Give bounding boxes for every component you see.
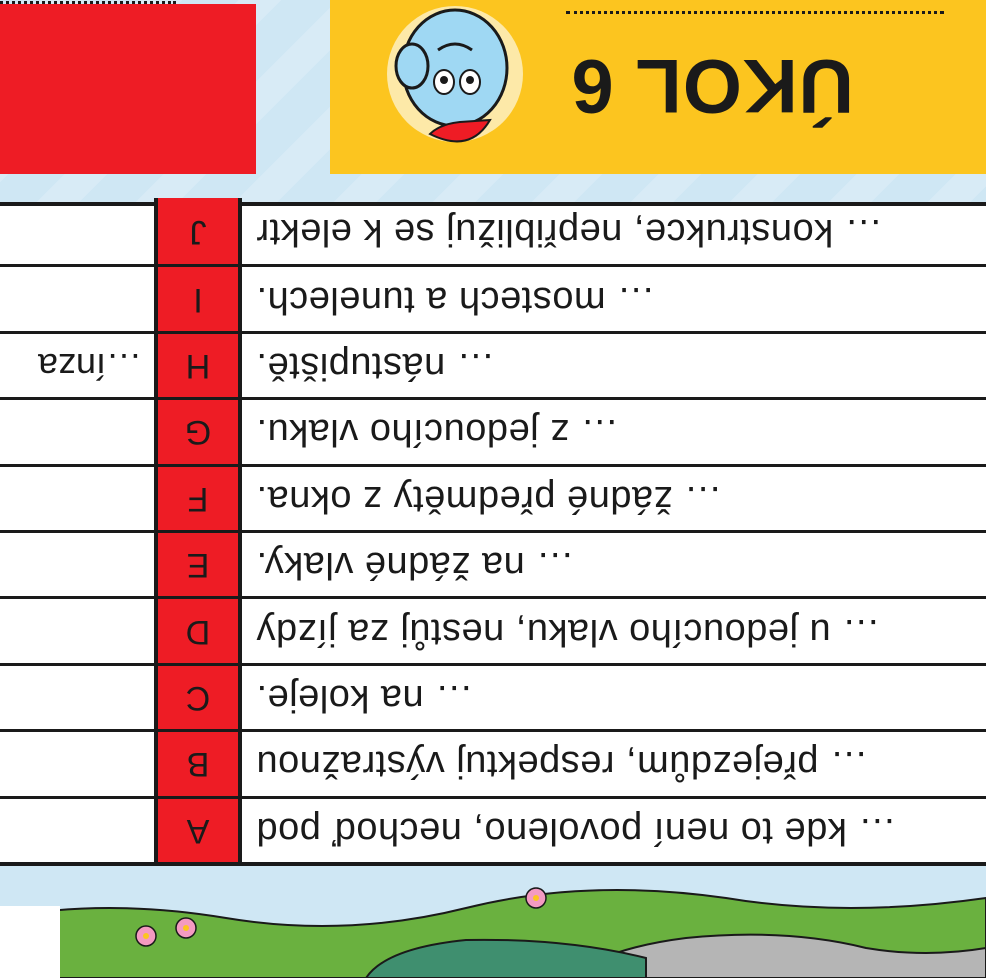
- red-panel: [0, 4, 256, 174]
- row-statement: … z jedoucího vlaku.: [256, 411, 619, 454]
- row-statement: … žádné předměty z okna.: [256, 477, 723, 520]
- table-row: [0, 464, 986, 530]
- landscape-illustration: [0, 866, 986, 978]
- row-answer: [0, 467, 154, 530]
- row-answer: …ínza: [37, 345, 142, 387]
- row-statement: … konstrukce, nepřibližuj se k elektr: [256, 210, 883, 253]
- dotted-line: [566, 11, 944, 14]
- row-answer: [0, 799, 154, 862]
- flower-icon: [176, 918, 196, 938]
- row-letter: B: [154, 732, 242, 795]
- row-letter: F: [154, 467, 242, 530]
- row-letter: I: [154, 267, 242, 330]
- row-statement: … přejezdům, respektuj výstražnou: [256, 743, 869, 786]
- row-letter: D: [154, 599, 242, 662]
- row-letter: H: [154, 334, 242, 397]
- table-row: [0, 796, 986, 862]
- table-row: [0, 663, 986, 729]
- row-statement: … na žádné vlaky.: [256, 544, 575, 587]
- row-statement: … nástupiště.: [256, 345, 495, 388]
- task-title: ÚKOL 6: [570, 43, 854, 129]
- row-answer: [0, 533, 154, 596]
- table-row: [0, 198, 986, 264]
- row-letter: J: [154, 198, 242, 264]
- row-letter: A: [154, 799, 242, 862]
- row-answer: [0, 732, 154, 795]
- row-statement: … na koleje.: [256, 677, 474, 720]
- row-letter: E: [154, 533, 242, 596]
- row-answer: [0, 599, 154, 662]
- row-statement: … u jedoucího vlaku, nestůj za jízdy: [256, 610, 881, 653]
- row-letter: G: [154, 400, 242, 463]
- table-row: [0, 264, 986, 330]
- table-row: [0, 596, 986, 662]
- matching-table: [0, 202, 986, 866]
- row-answer: [0, 400, 154, 463]
- table-row: [0, 530, 986, 596]
- dotted-line: [0, 1, 176, 4]
- row-answer: [0, 666, 154, 729]
- white-box: [0, 906, 60, 978]
- row-statement: … kde to není povoleno, nechoď pod: [256, 809, 897, 852]
- flower-icon: [526, 888, 546, 908]
- row-answer: [0, 267, 154, 330]
- row-statement: … mostech a tunelech.: [256, 278, 656, 321]
- row-letter: C: [154, 666, 242, 729]
- droplet-mascot-icon: [380, 0, 530, 154]
- table-row: [0, 729, 986, 795]
- table-row: [0, 331, 986, 397]
- table-row: [0, 397, 986, 463]
- row-answer: [0, 198, 154, 264]
- flower-icon: [136, 926, 156, 946]
